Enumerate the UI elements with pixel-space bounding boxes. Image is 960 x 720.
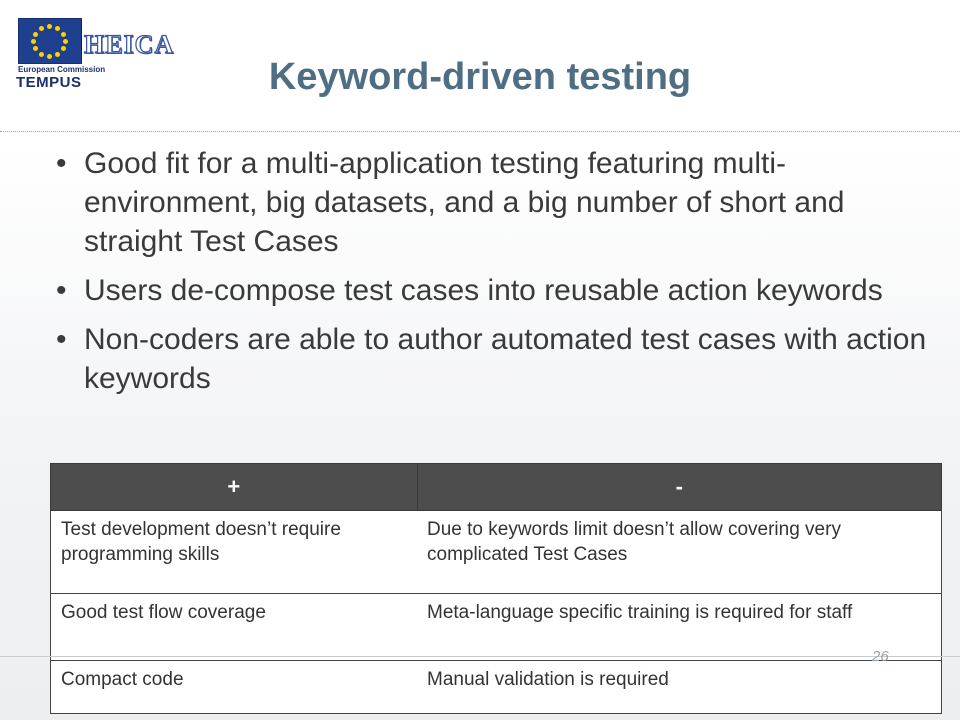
table-header-row — [51, 464, 942, 511]
table-row — [51, 594, 942, 661]
pro-cell: Good test flow coverage — [51, 594, 418, 661]
table-row — [51, 511, 942, 594]
pros-cons-table — [50, 463, 942, 714]
bullet-text: Good fit for a multi-application testing featuring multi-environment, big datasets, and a big number of short and straight Test Cases — [84, 147, 845, 258]
page-number: 26 — [872, 648, 889, 665]
bullet-list — [56, 144, 936, 408]
pro-cell: Test development doesn’t require programming skills — [51, 511, 418, 594]
pros-column-header: + — [51, 464, 418, 511]
european-commission-label: European Commission — [18, 65, 106, 74]
table-row — [51, 661, 942, 714]
bullet-text: Non-coders are able to author automated test cases with action keywords — [84, 323, 927, 395]
con-cell: Due to keywords limit doesn’t allow covering very complicated Test Cases — [417, 511, 942, 594]
bullet-dot-icon: • — [56, 147, 67, 180]
tempus-wordmark: TEMPUS — [16, 74, 82, 91]
bullet-item — [56, 271, 936, 310]
slide-title: Keyword-driven testing — [268, 56, 692, 98]
pro-cell: Compact code — [51, 661, 418, 714]
con-cell: Meta-language specific training is required for staff — [417, 594, 942, 661]
heica-wordmark: HEICA — [84, 30, 175, 59]
logo-divider — [81, 20, 82, 60]
title-divider — [0, 131, 960, 132]
bullet-dot-icon: • — [56, 323, 67, 356]
cons-column-header: - — [417, 464, 942, 511]
con-cell: Manual validation is required — [417, 661, 942, 714]
bullet-item — [56, 144, 936, 261]
footer-divider — [0, 656, 960, 657]
bullet-text: Users de-compose test cases into reusable action keywords — [84, 274, 883, 307]
bullet-dot-icon: • — [56, 274, 67, 307]
bullet-item — [56, 320, 936, 398]
